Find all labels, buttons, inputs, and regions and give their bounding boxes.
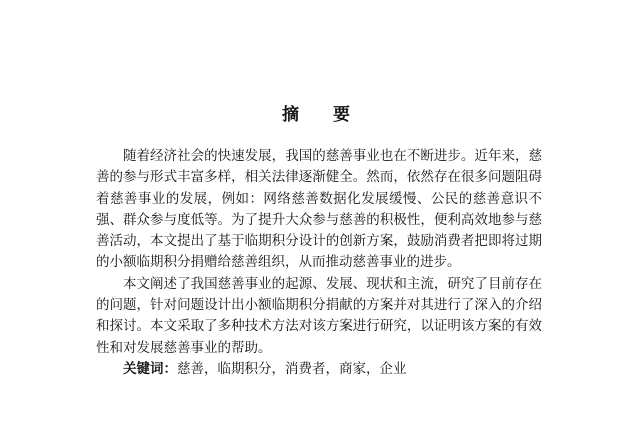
abstract-body [96,146,542,380]
keywords-line [96,359,542,380]
abstract-paragraph-2: 本文阐述了我国慈善事业的起源、发展、现状和主流，研究了目前存在的问题，针对问题设计出小额临期积分捐献的方案并对其进行了深入的介绍和探讨。本文采取了多种技术方法对该方案进行研究，以证明该方案的有效性和对发展慈善事业的帮助。 [96,275,542,356]
abstract-paragraph-1: 随着经济社会的快速发展，我国的慈善事业也在不断进步。近年来，慈善的参与形式丰富多样，相关法律逐渐健全。然而，依然存在很多问题阻碍着慈善事业的发展，例如：网络慈善数据化发展缓慢、公民的慈善意识不强、群众参与度低等。为了提升大众参与慈善的积极性，便利高效地参与慈善活动，本文提出了基于临期积分设计的创新方案，鼓励消费者把即将过期的小额临期积分捐赠给慈善组织，从而推动慈善事业的进步。 [96,148,542,271]
keywords-label: 关键词： [123,360,177,377]
keywords-value: 慈善，临期积分，消费者，商家，企业 [177,360,407,377]
abstract-title: 摘 要 [282,105,364,125]
